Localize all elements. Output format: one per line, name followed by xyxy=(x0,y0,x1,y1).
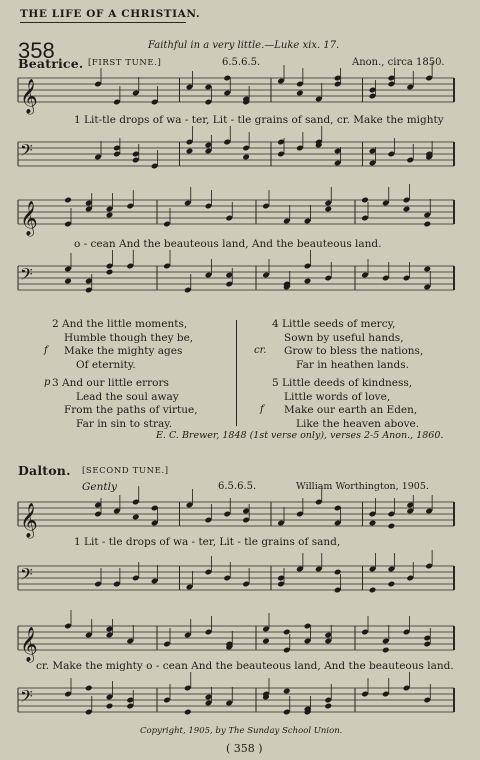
verse4-line1: 4 Little seeds of mercy, xyxy=(272,318,396,330)
verse2-line3: Make the mighty ages xyxy=(64,345,183,357)
tune2-lyrics-line2: cr. Make the mighty o - cean And the beauteous land, And the beauteous land. xyxy=(36,660,454,672)
tune1-system1-bass xyxy=(18,138,458,174)
verse-4 xyxy=(272,318,423,372)
tune2-system2-bass xyxy=(18,684,458,720)
tune2-name: Dalton. xyxy=(18,463,71,478)
tune1-composer: Anon., circa 1850. xyxy=(352,57,445,68)
verse2-line1: 2 And the little moments, xyxy=(52,318,188,330)
tune2-system2-treble xyxy=(18,622,458,662)
verse3-line3: From the paths of virtue, xyxy=(64,404,198,416)
verse5-line3: Make our earth an Eden, xyxy=(284,404,418,416)
tune1-system1-treble xyxy=(18,74,458,114)
verse4-line3: Grow to bless the nations, xyxy=(284,345,424,357)
verse3-line4: Far in sin to stray. xyxy=(76,417,173,430)
verse2-dynamic: f xyxy=(44,345,48,356)
tune2-system1-treble xyxy=(18,498,458,538)
scripture-reference: Faithful in a very little.—Luke xix. 17. xyxy=(148,40,340,51)
verse-5 xyxy=(272,377,419,431)
verse3-line2: Lead the soul away xyxy=(76,390,179,403)
svg-text:𝄞: 𝄞 xyxy=(20,79,38,114)
svg-text:𝄞: 𝄞 xyxy=(20,627,38,662)
tune1-lyrics-line2: o - cean And the beauteous land, And the beauteous land. xyxy=(74,238,382,250)
verse-2 xyxy=(52,318,193,372)
verse2-line2: Humble though they be, xyxy=(64,331,194,344)
tune1-name: Beatrice. xyxy=(18,56,84,71)
verse4-dynamic: cr. xyxy=(254,345,267,356)
verse5-line1: 5 Little deeds of kindness, xyxy=(272,377,413,389)
running-head-rule xyxy=(20,22,186,23)
verse-divider xyxy=(236,320,237,426)
page-number: ( 358 ) xyxy=(226,742,263,755)
hymn-number: 358 xyxy=(18,38,55,63)
verse3-dynamic: p xyxy=(44,377,51,388)
verse4-line4: Far in heathen lands. xyxy=(296,358,410,371)
verse5-line4: Like the heaven above. xyxy=(296,417,420,430)
verse3-line1: 3 And our little errors xyxy=(52,377,169,389)
verse-3 xyxy=(52,377,198,431)
tune2-tag: [SECOND TUNE.] xyxy=(82,466,169,476)
svg-text:𝄢: 𝄢 xyxy=(20,564,33,588)
svg-text:𝄞: 𝄞 xyxy=(20,201,38,236)
copyright-notice: Copyright, 1905, by The Sunday School Union. xyxy=(140,726,343,736)
tune1-lyrics-line1: 1 Lit-tle drops of wa - ter, Lit - tle grains of sand, cr. Make the mighty xyxy=(74,114,444,126)
tune1-system2-bass xyxy=(18,262,458,298)
tune1-system2-treble xyxy=(18,196,458,236)
tune2-system1-bass xyxy=(18,562,458,598)
svg-text:𝄢: 𝄢 xyxy=(20,686,33,710)
svg-text:𝄞: 𝄞 xyxy=(20,503,38,538)
verse5-dynamic: f xyxy=(260,404,264,415)
tune2-meter: 6.5.6.5. xyxy=(218,481,257,492)
tune2-lyrics-line1: 1 Lit - tle drops of wa - ter, Lit - tle grains of sand, xyxy=(74,536,341,548)
verse2-line4: Of eternity. xyxy=(76,358,136,371)
text-attribution: E. C. Brewer, 1848 (1st verse only), verses 2-5 Anon., 1860. xyxy=(156,430,444,441)
svg-text:𝄢: 𝄢 xyxy=(20,140,33,164)
tune2-tempo: Gently xyxy=(82,481,117,493)
tune1-meter: 6.5.6.5. xyxy=(222,57,261,68)
tune1-tag: [FIRST TUNE.] xyxy=(88,58,162,68)
svg-text:𝄢: 𝄢 xyxy=(20,264,33,288)
verse5-line2: Little words of love, xyxy=(284,390,391,403)
verse4-line2: Sown by useful hands, xyxy=(284,331,404,344)
running-head: THE LIFE OF A CHRISTIAN. xyxy=(20,8,201,20)
tune2-composer: William Worthington, 1905. xyxy=(296,481,429,492)
